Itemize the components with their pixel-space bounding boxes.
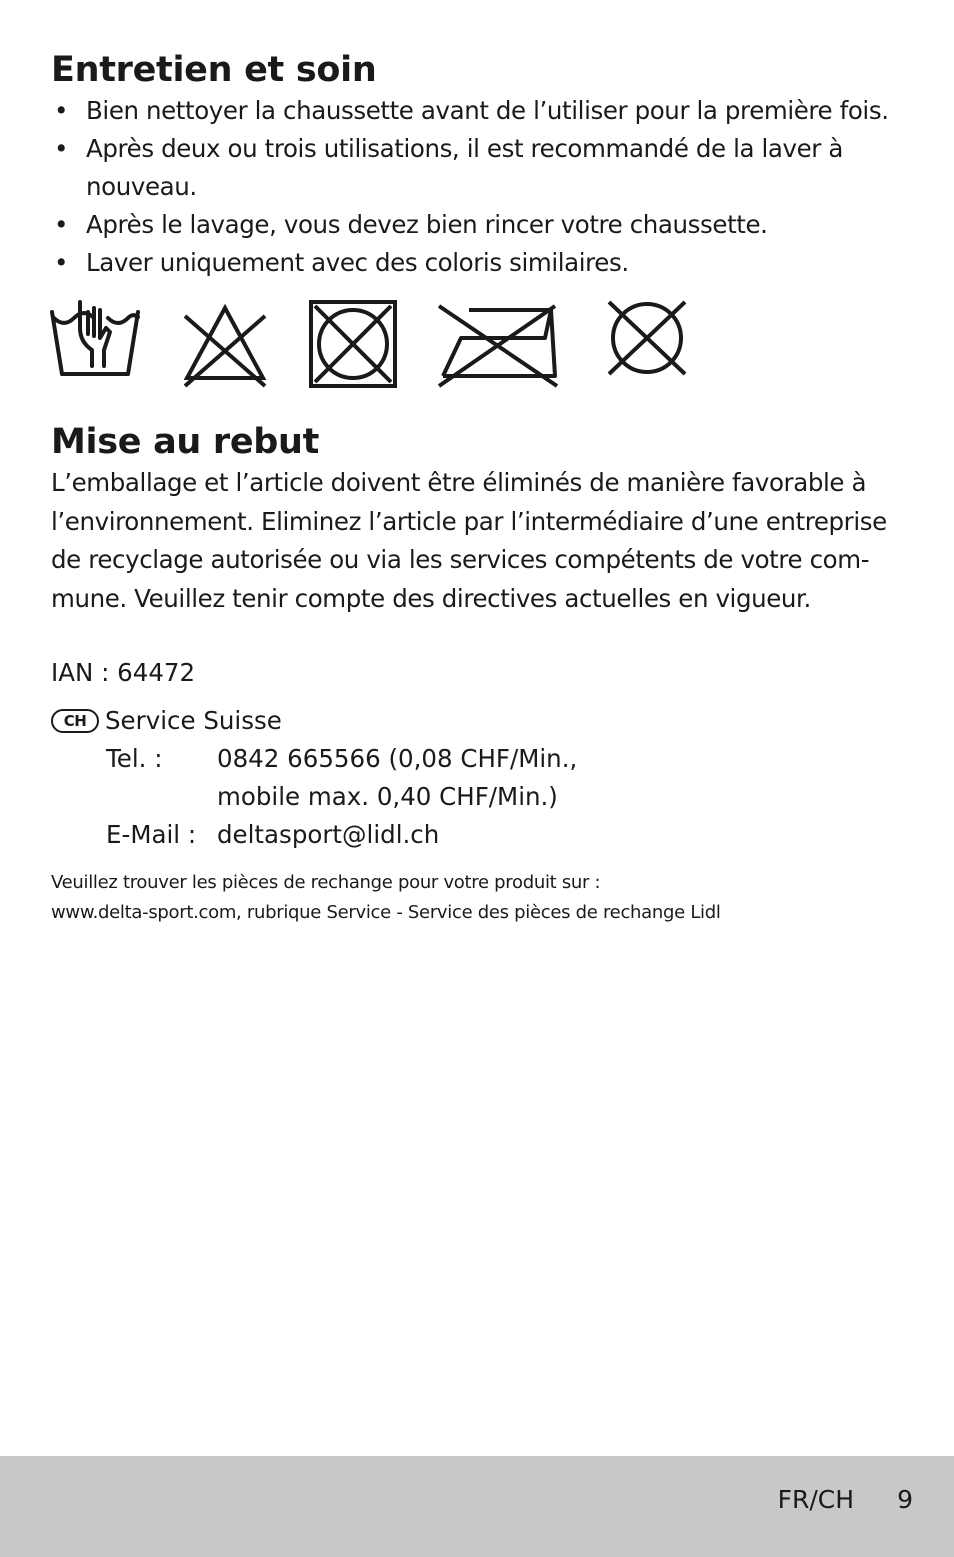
tel-value: 0842 665566 (0,08 CHF/Min., [217, 744, 578, 773]
contact-details [106, 740, 911, 854]
tel-label: Tel. : [106, 744, 163, 773]
care-symbols [51, 298, 911, 398]
bullet: • [54, 134, 69, 163]
email-label: E-Mail : [106, 820, 197, 849]
list-item-text: Bien nettoyer la chaussette avant de l’utiliser pour la première fois. [86, 96, 889, 125]
no-dry-clean-icon [599, 298, 697, 378]
care-list [51, 92, 911, 282]
ch-badge-icon: CH [51, 709, 99, 733]
page-content [51, 48, 911, 928]
service-block [51, 702, 911, 854]
no-tumble-dry-icon [307, 298, 399, 390]
bullet: • [54, 96, 69, 125]
spare-parts-url: www.delta-sport.com, rubrique Service - Service des pièces de rechange Lidl [51, 902, 721, 923]
no-iron-icon [435, 298, 563, 390]
list-item [51, 130, 911, 206]
page-footer [0, 1456, 954, 1557]
list-item-text: Après deux ou trois utilisations, il est recommandé de la laver à nouveau. [86, 134, 843, 201]
no-bleach-icon [179, 298, 271, 390]
list-item-text: Après le lavage, vous devez bien rincer votre chaussette. [86, 210, 768, 239]
page-number: 9 [897, 1485, 913, 1514]
list-item [51, 244, 911, 282]
care-title: Entretien et soin [51, 50, 377, 90]
disposal-title: Mise au rebut [51, 422, 320, 462]
ian-number: IAN : 64472 [51, 658, 196, 687]
list-item-text: Laver uniquement avec des coloris similaires. [86, 248, 629, 277]
list-item [51, 92, 911, 130]
bullet: • [54, 248, 69, 277]
email-link[interactable]: deltasport@lidl.ch [217, 820, 440, 849]
disposal-text: L’emballage et l’article doivent être éliminés de manière favorable à l’environnement. Eliminez l’article par l’intermédiaire d’une entreprise de recyclage autorisée ou via les services compétents de votre com-mune. Veuillez tenir compte des directives actuelles en vigueur. [51, 468, 887, 613]
locale-label: FR/CH [777, 1485, 854, 1514]
spare-parts-line: Veuillez trouver les pièces de rechange pour votre produit sur : [51, 872, 601, 893]
bullet: • [54, 210, 69, 239]
spare-parts-note [51, 868, 911, 928]
list-item [51, 206, 911, 244]
tel-value-mobile: mobile max. 0,40 CHF/Min.) [217, 782, 558, 811]
service-name: Service Suisse [105, 706, 282, 735]
hand-wash-icon [48, 298, 143, 378]
